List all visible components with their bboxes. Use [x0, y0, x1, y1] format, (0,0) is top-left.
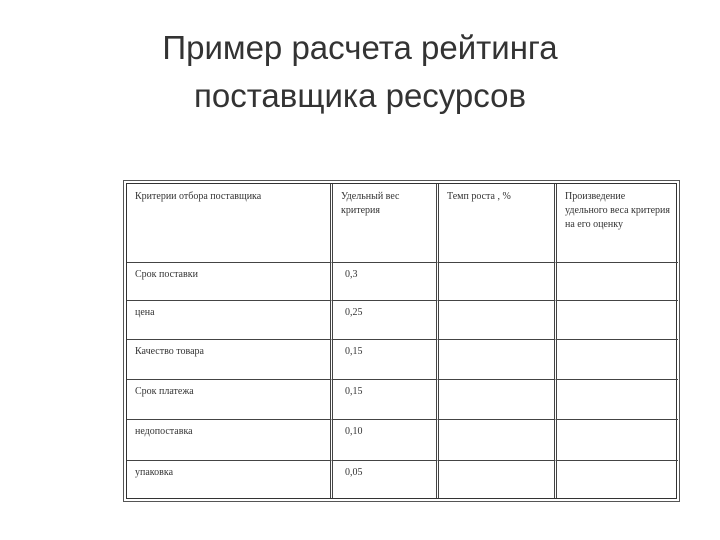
- cell-weight: 0,05: [333, 461, 439, 498]
- table-row: [127, 380, 678, 420]
- cell-criterion: недопоставка: [127, 420, 333, 460]
- cell-weight: 0,10: [333, 420, 439, 460]
- table-header-row: [127, 184, 678, 263]
- cell-criterion: цена: [127, 301, 333, 340]
- header-growth: Темп роста , %: [439, 184, 557, 263]
- cell-growth: [439, 380, 557, 420]
- slide-title-line-1: Пример расчета рейтинга: [162, 29, 558, 66]
- table-row: [127, 461, 678, 498]
- table-row: [127, 340, 678, 380]
- cell-criterion: Срок платежа: [127, 380, 333, 420]
- cell-criterion: Срок поставки: [127, 263, 333, 301]
- cell-product: [557, 461, 678, 498]
- cell-product: [557, 263, 678, 301]
- cell-product: [557, 340, 678, 380]
- cell-weight: 0,3: [333, 263, 439, 301]
- table-row: [127, 301, 678, 340]
- table-row: [127, 263, 678, 301]
- cell-growth: [439, 420, 557, 460]
- header-criterion: Критерии отбора поставщика: [127, 184, 333, 263]
- cell-growth: [439, 340, 557, 380]
- slide-title-line-2: поставщика ресурсов: [193, 77, 527, 114]
- header-weight: Удельный вес критерия: [333, 184, 439, 263]
- supplier-rating-table: [127, 184, 678, 498]
- cell-growth: [439, 301, 557, 340]
- cell-product: [557, 420, 678, 460]
- table-row: [127, 420, 678, 460]
- cell-criterion: упаковка: [127, 461, 333, 498]
- slide-title: [60, 24, 660, 120]
- header-product: Произведение удельного веса критерия на его оценку: [557, 184, 678, 263]
- cell-weight: 0,15: [333, 340, 439, 380]
- cell-growth: [439, 461, 557, 498]
- cell-weight: 0,25: [333, 301, 439, 340]
- rating-table-frame: [126, 183, 677, 499]
- cell-weight: 0,15: [333, 380, 439, 420]
- cell-criterion: Качество товара: [127, 340, 333, 380]
- cell-product: [557, 380, 678, 420]
- cell-growth: [439, 263, 557, 301]
- cell-product: [557, 301, 678, 340]
